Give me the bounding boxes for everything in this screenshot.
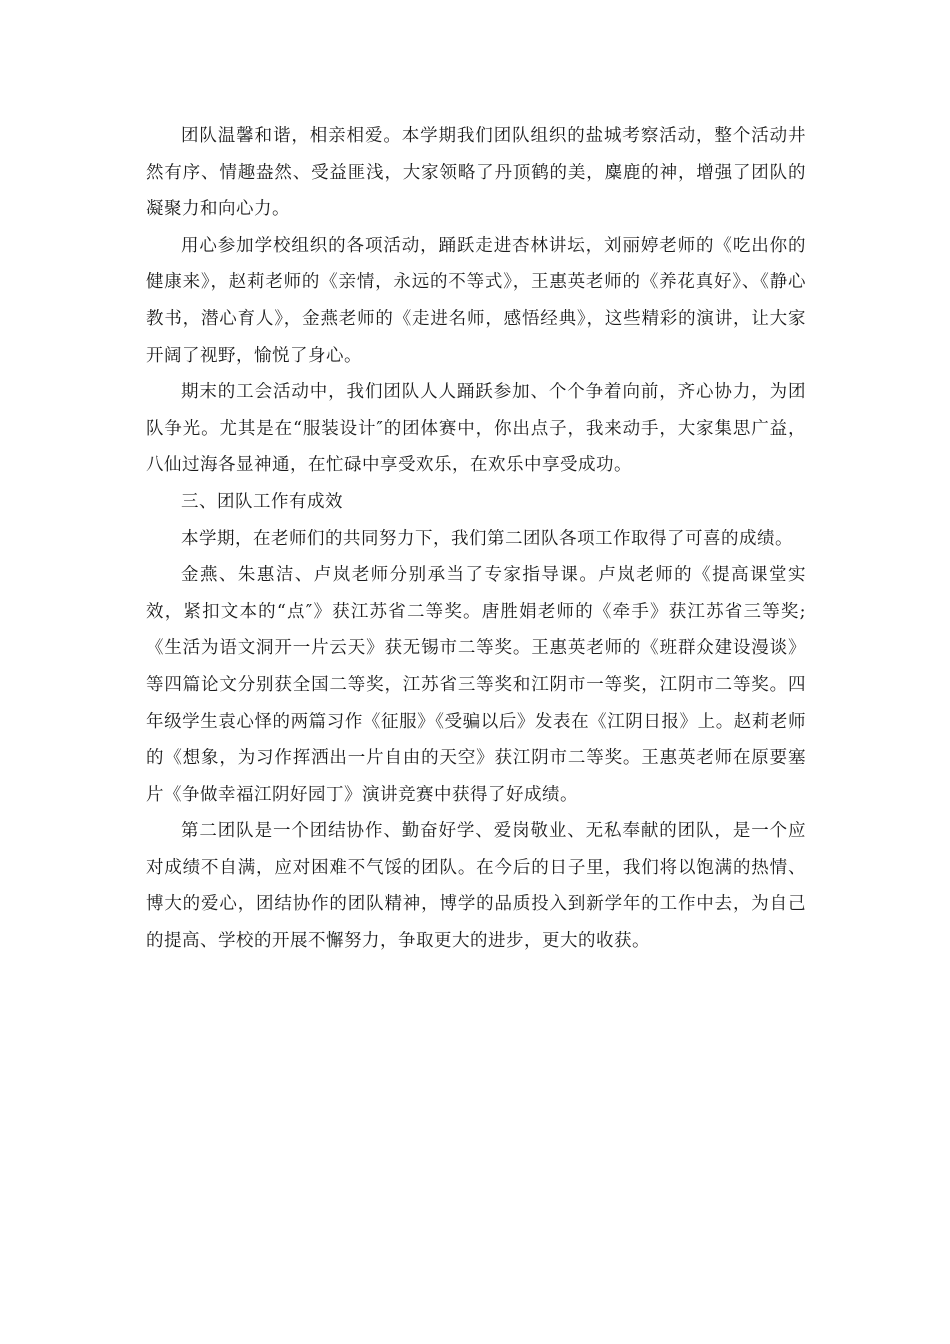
paragraph-achievements-intro: 本学期，在老师们的共同努力下，我们第二团队各项工作取得了可喜的成绩。	[181, 528, 793, 549]
paragraph-school-activities: 用心参加学校组织的各项活动，踊跃走进杏林讲坛，刘丽婷老师的《吃出你的健康来》，赵莉老师的《亲情，永远的不等式》，王惠英老师的《养花真好》、《静心教书，潜心育人》，金燕老师的《走进名师，感悟经典》，这些精彩的演讲，让大家开阔了视野，愉悦了身心。	[146, 235, 806, 366]
paragraph-union-activities: 期末的工会活动中，我们团队人人踊跃参加、个个争着向前，齐心协力，为团队争光。尤其是在“服装设计″的团体赛中，你出点子，我来动手，大家集思广益，八仙过海各显神通，在忙碌中享受欢乐，在欢乐中享受成功。	[146, 382, 806, 476]
paragraph-team-harmony: 团队温馨和谐，相亲相爱。本学期我们团队组织的盐城考察活动，整个活动井然有序、情趣盎然、受益匪浅，大家领略了丹顶鹤的美，麋鹿的神，增强了团队的凝聚力和向心力。	[146, 126, 806, 220]
paragraph-conclusion: 第二团队是一个团结协作、勤奋好学、爱岗敬业、无私奉献的团队，是一个应对成绩不自满，应对困难不气馁的团队。在今后的日子里，我们将以饱满的热情、博大的爱心，团结协作的团队精神，博学的品质投入到新学年的工作中去，为自己的提高、学校的开展不懈努力，争取更大的进步，更大的收获。	[146, 821, 806, 952]
section-heading: 三、团队工作有成效	[181, 491, 343, 512]
paragraph-awards: 金燕、朱惠洁、卢岚老师分别承当了专家指导课。卢岚老师的《提高课堂实效，紧扣文本的“点″》获江苏省二等奖。唐胜娟老师的《牵手》获江苏省三等奖;《生活为语文洞开一片云天》获无锡市二等奖。王惠英老师的《班群众建设漫谈》等四篇论文分别获全国二等奖，江苏省三等奖和江阴市一等奖，江阴市二等奖。四年级学生袁心怿的两篇习作《征服》《受骗以后》发表在《江阴日报》上。赵莉老师的《想象，为习作挥洒出一片自由的天空》获江阴市二等奖。王惠英老师在原要塞片《争做幸福江阴好园丁》演讲竞赛中获得了好成绩。	[146, 565, 806, 805]
document-page	[146, 118, 806, 960]
